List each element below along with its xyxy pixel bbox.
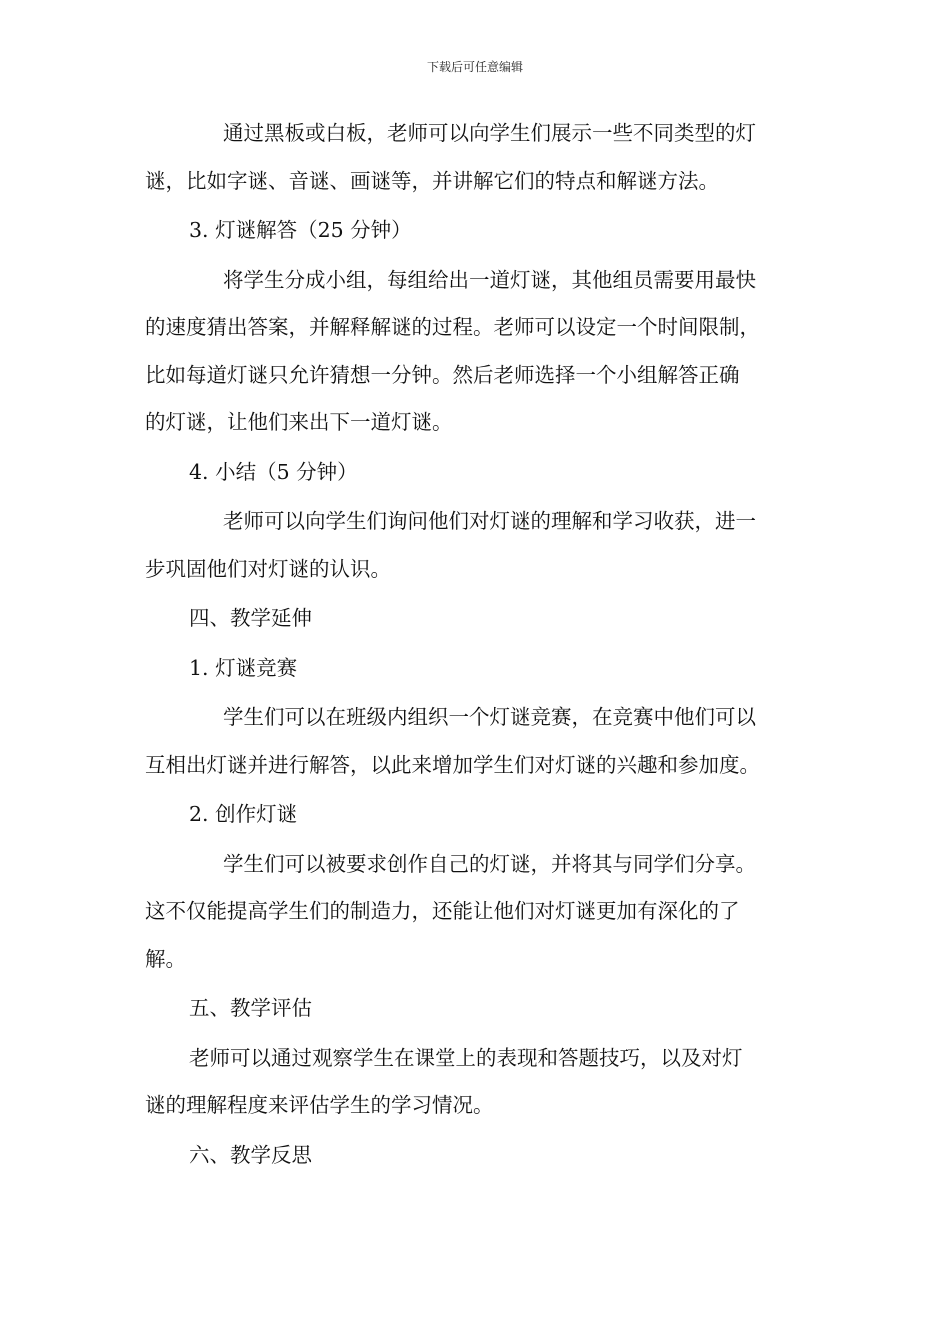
paragraph-line: 步巩固他们对灯谜的认识。 bbox=[145, 556, 391, 581]
section-heading-reflection: 六、教学反思 bbox=[189, 1142, 312, 1167]
paragraph-line: 通过黑板或白板，老师可以向学生们展示一些不同类型的灯 bbox=[223, 121, 756, 145]
paragraph-line: 互相出灯谜并进行解答，以此来增加学生们对灯谜的兴趣和参加度。 bbox=[145, 752, 760, 777]
paragraph-create bbox=[145, 841, 815, 984]
heading-summary: 4. 小结（5 分钟） bbox=[189, 459, 358, 484]
paragraph-line: 将学生分成小组，每组给出一道灯谜，其他组员需要用最快 bbox=[223, 267, 756, 292]
paragraph-line: 这不仅能提高学生们的制造力，还能让他们对灯谜更加有深化的了 bbox=[145, 899, 740, 923]
page-header: 下载后可任意编辑 bbox=[426, 60, 523, 74]
paragraph-line: 解。 bbox=[145, 946, 186, 971]
section-heading-extension: 四、教学延伸 bbox=[189, 606, 312, 630]
paragraph-line: 老师可以通过观察学生在课堂上的表现和答题技巧，以及对灯 bbox=[189, 1045, 743, 1070]
heading-create-riddles: 2. 创作灯谜 bbox=[189, 802, 298, 826]
paragraph-line: 比如每道灯谜只允许猜想一分钟。然后老师选择一个小组解答正确 bbox=[145, 362, 740, 387]
paragraph-group-riddles bbox=[145, 257, 815, 447]
section-heading-evaluation: 五、教学评估 bbox=[189, 996, 312, 1020]
heading-riddle-contest: 1. 灯谜竞赛 bbox=[189, 655, 298, 680]
paragraph-line: 谜，比如字谜、音谜、画谜等，并讲解它们的特点和解谜方法。 bbox=[145, 168, 719, 193]
paragraph-line: 学生们可以被要求创作自己的灯谜，并将其与同学们分享。 bbox=[223, 851, 756, 876]
paragraph-line: 的速度猜出答案，并解释解谜的过程。老师可以设定一个时间限制， bbox=[145, 315, 760, 339]
paragraph-blackboard-demo bbox=[145, 110, 815, 205]
paragraph-line: 谜的理解程度来评估学生的学习情况。 bbox=[145, 1093, 494, 1117]
paragraph-line: 学生们可以在班级内组织一个灯谜竞赛，在竞赛中他们可以 bbox=[223, 705, 756, 729]
paragraph-contest bbox=[145, 694, 815, 789]
document-body bbox=[145, 110, 815, 1179]
paragraph-evaluation bbox=[145, 1035, 815, 1130]
heading-riddle-answering: 3. 灯谜解答（25 分钟） bbox=[189, 218, 412, 242]
paragraph-line: 的灯谜，让他们来出下一道灯谜。 bbox=[145, 410, 453, 434]
paragraph-line: 老师可以向学生们询问他们对灯谜的理解和学习收获，进一 bbox=[223, 509, 756, 533]
paragraph-summary bbox=[145, 498, 815, 593]
